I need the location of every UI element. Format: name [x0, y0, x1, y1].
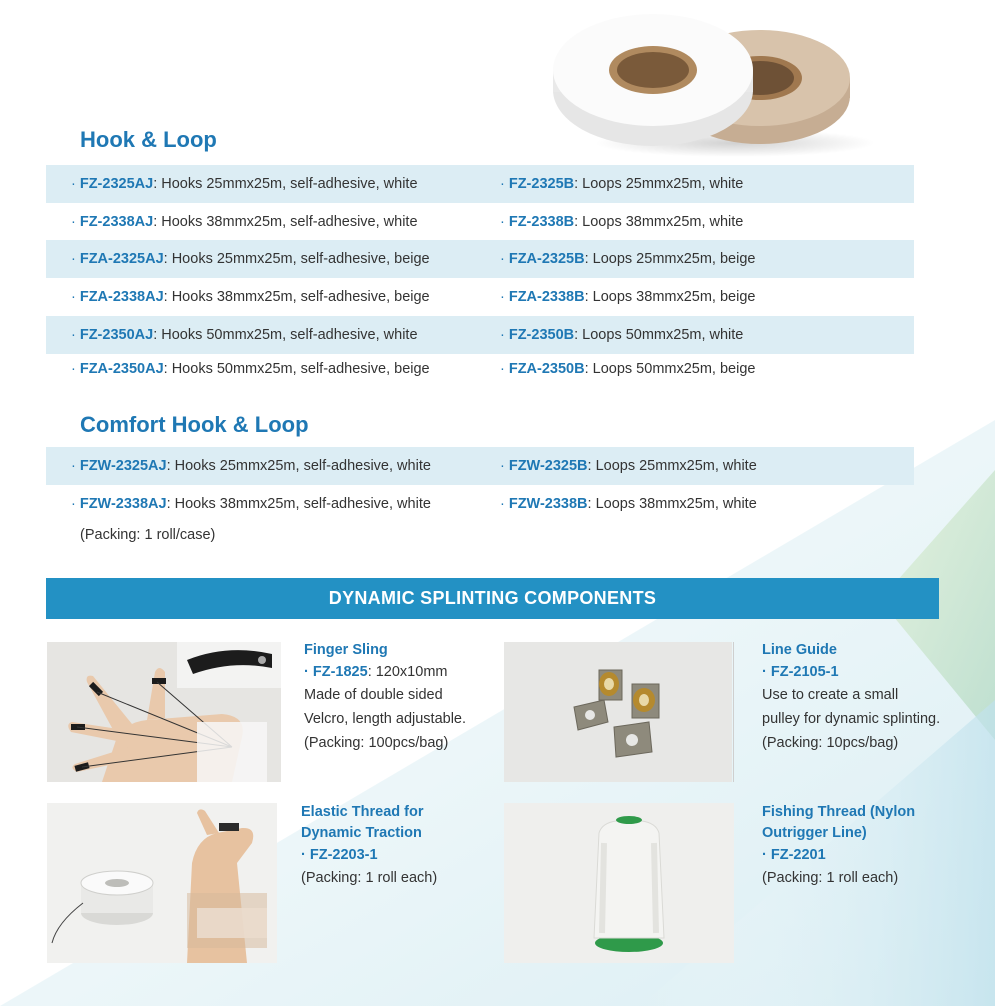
bullet: ·	[500, 289, 505, 305]
product-code: FZA-2338B	[508, 289, 585, 305]
product-desc: : Hooks 50mmx25m, self-adhesive, beige	[163, 361, 430, 377]
product-desc: : Loops 50mmx25m, beige	[584, 361, 756, 377]
bullet: ·	[71, 361, 76, 377]
tape-rolls-image	[545, 8, 875, 158]
product-code: FZA-2325B	[508, 251, 585, 267]
hook-loop-title: Hook & Loop	[80, 127, 217, 152]
product-line: pulley for dynamic splinting.	[762, 711, 941, 727]
product-desc: : Loops 38mmx25m, beige	[584, 289, 756, 305]
bullet: ·	[500, 214, 505, 230]
product-line: (Packing: 1 roll each)	[762, 870, 899, 886]
line-guide-info	[762, 640, 962, 755]
product-code: FZA-2338AJ	[79, 289, 164, 305]
bullet: ·	[71, 327, 76, 343]
product-title: Fishing Thread (Nylon	[762, 804, 916, 820]
product-desc: : Loops 25mmx25m, white	[574, 176, 744, 192]
product-code: FZW-2325B	[508, 458, 588, 474]
bullet: ·	[71, 214, 76, 230]
product-code: FZ-2325B	[508, 176, 575, 192]
product-size: : 120x10mm	[367, 664, 448, 680]
product-line: (Packing: 10pcs/bag)	[762, 735, 899, 751]
packing-note: (Packing: 1 roll/case)	[80, 527, 216, 543]
product-desc: : Hooks 25mmx25m, self-adhesive, white	[166, 458, 431, 474]
product-code: FZ-2338B	[508, 214, 575, 230]
fishing-thread-info	[762, 802, 962, 890]
table-row	[46, 203, 914, 241]
bullet: ·	[71, 176, 76, 192]
comfort-hook-loop-title: Comfort Hook & Loop	[80, 412, 309, 437]
product-code: FZ-2325AJ	[79, 176, 154, 192]
bullet: ·	[71, 289, 76, 305]
bullet: ·	[762, 664, 767, 680]
product-desc: : Loops 38mmx25m, white	[574, 214, 744, 230]
bullet: ·	[500, 327, 505, 343]
bullet: ·	[500, 361, 505, 377]
bullet: ·	[301, 847, 306, 863]
bullet: ·	[304, 664, 309, 680]
bullet: ·	[71, 458, 76, 474]
product-title: Line Guide	[762, 642, 837, 658]
product-line: (Packing: 100pcs/bag)	[304, 735, 449, 751]
product-line: (Packing: 1 roll each)	[301, 870, 438, 886]
product-code-line	[301, 844, 491, 866]
product-desc: : Hooks 38mmx25m, self-adhesive, white	[153, 214, 418, 230]
product-code: FZA-2325AJ	[79, 251, 164, 267]
product-code-line	[762, 844, 962, 866]
elastic-thread-image	[47, 803, 277, 963]
bullet: ·	[762, 847, 767, 863]
product-code: FZ-2338AJ	[79, 214, 154, 230]
product-title: Finger Sling	[304, 642, 388, 658]
product-code: FZW-2325AJ	[79, 458, 167, 474]
table-row	[46, 447, 914, 485]
product-code: FZ-2105-1	[770, 664, 839, 680]
product-desc: : Loops 38mmx25m, white	[587, 496, 757, 512]
table-row	[46, 350, 914, 388]
product-desc: : Loops 50mmx25m, white	[574, 327, 744, 343]
table-row	[46, 278, 914, 316]
product-desc: : Hooks 25mmx25m, self-adhesive, white	[153, 176, 418, 192]
product-title: Elastic Thread for	[301, 804, 424, 820]
fishing-thread-image	[504, 803, 734, 963]
product-code: FZ-2201	[770, 847, 826, 863]
bullet: ·	[500, 496, 505, 512]
product-code-line	[762, 661, 962, 683]
divider	[733, 642, 734, 782]
bullet: ·	[500, 251, 505, 267]
product-line: Use to create a small	[762, 687, 899, 703]
product-code: FZ-2203-1	[309, 847, 378, 863]
line-guide-image	[504, 642, 732, 782]
finger-sling-info	[304, 640, 494, 755]
product-line: Made of double sided	[304, 687, 443, 703]
table-row	[46, 316, 914, 354]
section-banner: DYNAMIC SPLINTING COMPONENTS	[46, 578, 939, 619]
product-line: Velcro, length adjustable.	[304, 711, 467, 727]
elastic-thread-info	[301, 802, 491, 890]
product-desc: : Hooks 38mmx25m, self-adhesive, white	[166, 496, 431, 512]
product-code: FZ-1825	[312, 664, 368, 680]
product-desc: : Hooks 38mmx25m, self-adhesive, beige	[163, 289, 430, 305]
bullet: ·	[500, 458, 505, 474]
product-desc: : Hooks 25mmx25m, self-adhesive, beige	[163, 251, 430, 267]
table-row	[46, 240, 914, 278]
bullet: ·	[500, 176, 505, 192]
product-desc: : Loops 25mmx25m, beige	[584, 251, 756, 267]
bullet: ·	[71, 496, 76, 512]
product-title: Dynamic Traction	[301, 825, 422, 841]
product-desc: : Loops 25mmx25m, white	[587, 458, 757, 474]
product-title: Outrigger Line)	[762, 825, 867, 841]
table-row	[46, 485, 914, 523]
product-code-line	[304, 661, 494, 683]
finger-sling-image	[47, 642, 281, 782]
product-code: FZW-2338AJ	[79, 496, 167, 512]
product-desc: : Hooks 50mmx25m, self-adhesive, white	[153, 327, 418, 343]
product-code: FZ-2350AJ	[79, 327, 154, 343]
bullet: ·	[71, 251, 76, 267]
table-row	[46, 165, 914, 203]
product-code: FZA-2350B	[508, 361, 585, 377]
product-code: FZA-2350AJ	[79, 361, 164, 377]
product-code: FZ-2350B	[508, 327, 575, 343]
product-code: FZW-2338B	[508, 496, 588, 512]
